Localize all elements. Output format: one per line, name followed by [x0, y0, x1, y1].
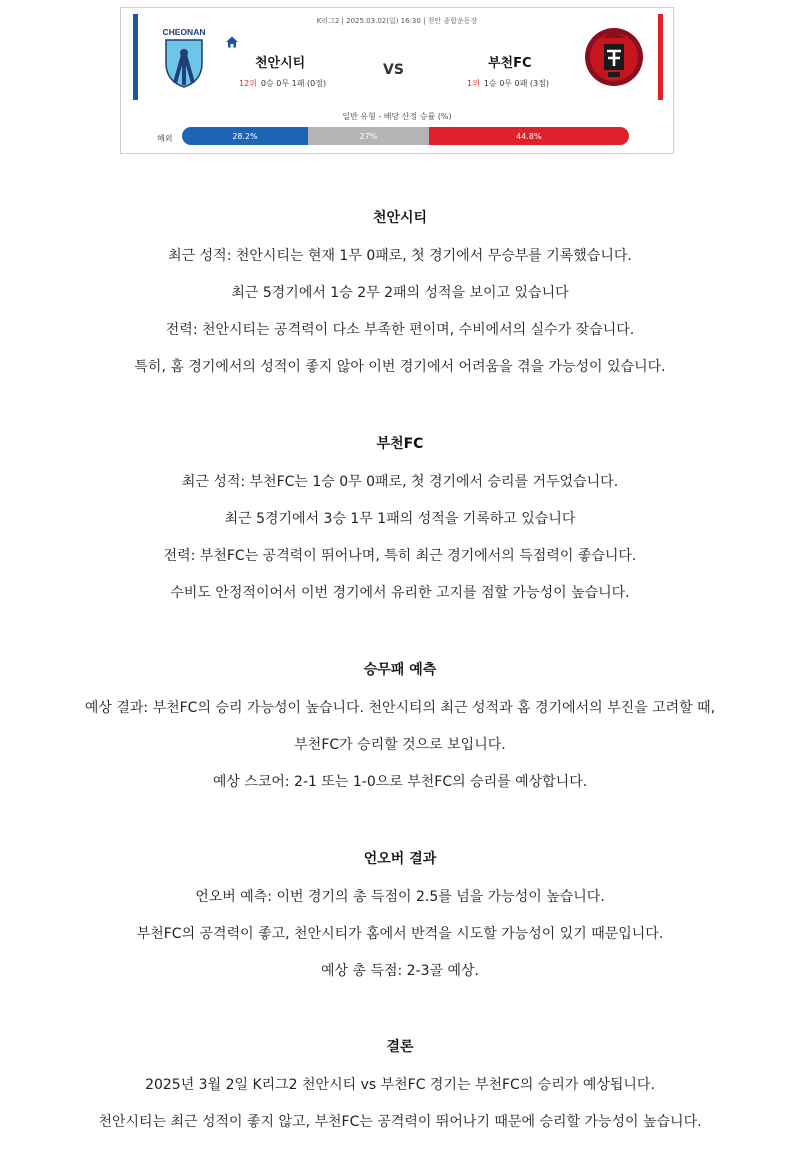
section-line: 최근 5경기에서 1승 2무 2패의 성적을 보이고 있습니다	[231, 285, 569, 301]
home-team-record	[239, 78, 326, 89]
section-title: 천안시티	[372, 210, 428, 226]
odds-home-value: 28.2%	[232, 131, 258, 141]
section-prediction	[0, 660, 800, 792]
odds-home-segment	[182, 127, 308, 145]
section-line: 예상 스코어: 2-1 또는 1-0으로 부천FC의 승리를 예상합니다.	[212, 774, 588, 790]
section-line: 천안시티는 최근 성적이 좋지 않고, 부천FC는 공격력이 뛰어나기 때문에 승리할 가능성이 높습니다.	[98, 1114, 702, 1130]
section-line: 언오버 예측: 이번 경기의 총 득점이 2.5를 넘을 가능성이 높습니다.	[195, 889, 605, 905]
home-team-record-text: 0승 0무 1패 (0점)	[260, 79, 327, 88]
section-line: 2025년 3월 2일 K리그2 천안시티 vs 부천FC 경기는 부천FC의 승리가 예상됩니다.	[145, 1077, 655, 1093]
section-line: 전력: 천안시티는 공격력이 다소 부족한 편이며, 수비에서의 실수가 잦습니다.	[165, 322, 635, 338]
odds-subtitle: 일반 유형 - 배당 산정 승률 (%)	[342, 112, 452, 121]
section-title: 언오버 결과	[363, 851, 437, 867]
section-line: 수비도 안정적이어서 이번 경기에서 유리한 고지를 점할 가능성이 높습니다.	[170, 585, 630, 601]
section-line: 예상 결과: 부천FC의 승리 가능성이 높습니다. 천안시티의 최근 성적과 홈 경기에서의 부진을 고려할 때,	[84, 700, 716, 716]
section-line: 특히, 홈 경기에서의 성적이 좋지 않아 이번 경기에서 어려움을 겪을 가능성이 있습니다.	[134, 359, 666, 375]
away-team-record	[467, 78, 549, 89]
away-color-stripe	[658, 14, 663, 100]
away-team-name: 부천FC	[488, 56, 532, 71]
section-line: 최근 5경기에서 3승 1무 1패의 성적을 기록하고 있습니다	[224, 511, 576, 527]
home-color-stripe	[133, 14, 138, 100]
vs-label: VS	[383, 62, 404, 78]
cheonan-logo-text: CHEONAN	[162, 27, 206, 37]
match-meta: K리그2 | 2025.03.02(일) 16:30 | 천안 종합운동장	[316, 17, 478, 25]
section-cheonan	[0, 208, 800, 377]
home-team-name: 천안시티	[255, 56, 306, 71]
away-team-record-text: 1승 0무 0패 (3점)	[483, 79, 549, 88]
section-conclusion	[0, 1037, 800, 1132]
section-over-under	[0, 849, 800, 981]
odds-draw-value: 27%	[359, 131, 378, 141]
section-title: 결론	[386, 1039, 414, 1055]
abroad-label: 해외	[157, 134, 173, 143]
match-card	[120, 7, 674, 154]
away-team-rank: 1위	[467, 79, 480, 88]
odds-away-segment	[429, 127, 629, 145]
odds-away-value: 44.8%	[516, 131, 542, 141]
section-title: 승무패 예측	[363, 662, 437, 678]
cheonan-logo	[161, 25, 207, 89]
section-line: 부천FC의 공격력이 좋고, 천안시티가 홈에서 반격을 시도할 가능성이 있기 때문입니다.	[136, 926, 664, 942]
section-bucheon	[0, 434, 800, 603]
section-line: 예상 총 득점: 2-3골 예상.	[320, 963, 480, 979]
bucheon-logo	[583, 24, 645, 88]
home-icon	[225, 34, 239, 48]
section-title: 부천FC	[376, 436, 424, 452]
odds-draw-segment	[308, 127, 429, 145]
section-line: 최근 성적: 천안시티는 현재 1무 0패로, 첫 경기에서 무승부를 기록했습니다.	[168, 248, 632, 264]
section-line: 부천FC가 승리할 것으로 보입니다.	[294, 737, 506, 753]
section-line: 최근 성적: 부천FC는 1승 0무 0패로, 첫 경기에서 승리를 거두었습니다.	[181, 474, 619, 490]
section-line: 전력: 부천FC는 공격력이 뛰어나며, 특히 최근 경기에서의 득점력이 좋습니다.	[163, 548, 637, 564]
home-team-rank: 12위	[239, 79, 257, 88]
odds-bar	[182, 127, 629, 145]
